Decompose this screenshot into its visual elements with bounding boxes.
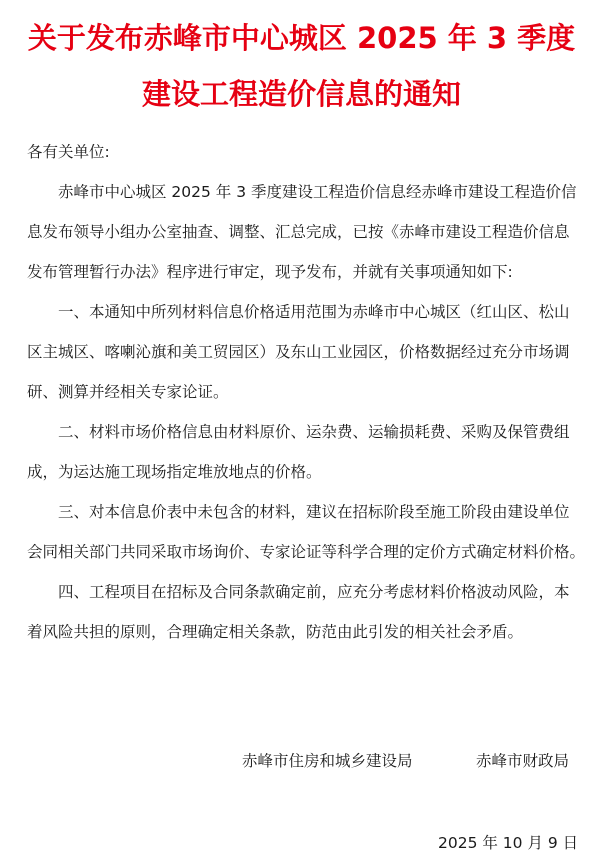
paragraph-item-1 xyxy=(27,292,575,412)
signatory-housing-bureau: 赤峰市住房和城乡建设局 xyxy=(242,752,413,770)
paragraph-line: 三、对本信息价表中未包含的材料，建议在招标阶段至施工阶段由建设单位 xyxy=(58,503,570,521)
paragraph-line: 一、本通知中所列材料信息价格适用范围为赤峰市中心城区（红山区、松山 xyxy=(58,303,570,321)
paragraph-line: 区主城区、喀喇沁旗和美工贸园区）及东山工业园区，价格数据经过充分市场调 xyxy=(27,343,570,361)
salutation: 各有关单位: xyxy=(27,143,110,161)
signatory-finance-bureau: 赤峰市财政局 xyxy=(476,752,570,770)
paragraph-line: 二、材料市场价格信息由材料原价、运杂费、运输损耗费、采购及保管费组 xyxy=(58,423,570,441)
paragraph-line: 四、工程项目在招标及合同条款确定前，应充分考虑材料价格波动风险，本 xyxy=(58,583,570,601)
paragraph-line: 研、测算并经相关专家论证。 xyxy=(27,383,229,401)
document-title-line-1: 关于发布赤峰市中心城区 2025 年 3 季度 xyxy=(27,21,576,55)
paragraph-intro xyxy=(27,172,575,292)
paragraph-line: 着风险共担的原则，合理确定相关条款，防范由此引发的相关社会矛盾。 xyxy=(27,623,524,641)
paragraph-line: 息发布领导小组办公室抽查、调整、汇总完成，已按《赤峰市建设工程造价信息 xyxy=(27,223,570,241)
paragraph-line: 成，为运达施工现场指定堆放地点的价格。 xyxy=(27,463,322,481)
document-title-line-2: 建设工程造价信息的通知 xyxy=(141,77,461,111)
paragraph-line: 会同相关部门共同采取市场询价、专家论证等科学合理的定价方式确定材料价格。 xyxy=(27,543,586,561)
document-body xyxy=(27,172,586,652)
paragraph-line: 发布管理暂行办法》程序进行审定，现予发布，并就有关事项通知如下: xyxy=(27,263,513,281)
document-date: 2025 年 10 月 9 日 xyxy=(438,834,579,852)
paragraph-line: 赤峰市中心城区 2025 年 3 季度建设工程造价信息经赤峰市建设工程造价信 xyxy=(58,183,577,201)
paragraph-item-4 xyxy=(27,572,575,652)
paragraph-item-2 xyxy=(27,412,575,492)
paragraph-item-3 xyxy=(27,492,586,572)
